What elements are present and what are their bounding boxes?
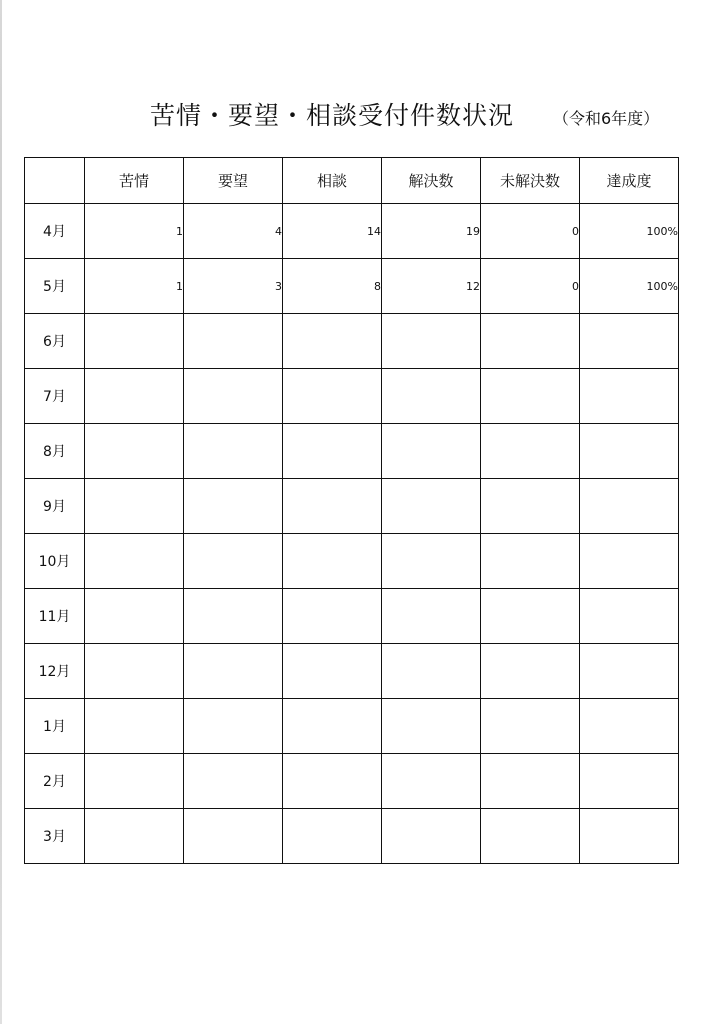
month-cell: 9月	[25, 479, 85, 534]
consultations-cell: 14	[283, 204, 382, 259]
complaints-cell: 1	[85, 204, 184, 259]
complaints-cell	[85, 644, 184, 699]
consultations-cell	[283, 809, 382, 864]
table-row	[25, 204, 679, 259]
header-requests: 要望	[184, 158, 283, 204]
resolved-cell: 12	[382, 259, 481, 314]
resolved-cell	[382, 424, 481, 479]
month-cell: 1月	[25, 699, 85, 754]
achievement-cell	[580, 699, 679, 754]
achievement-cell	[580, 589, 679, 644]
complaints-cell	[85, 699, 184, 754]
achievement-cell	[580, 314, 679, 369]
fiscal-year-label: （令和6年度）	[553, 109, 660, 128]
unresolved-cell	[481, 314, 580, 369]
table-row	[25, 259, 679, 314]
unresolved-cell	[481, 754, 580, 809]
resolved-cell	[382, 589, 481, 644]
table-row	[25, 754, 679, 809]
unresolved-cell	[481, 589, 580, 644]
complaints-cell	[85, 809, 184, 864]
resolved-cell	[382, 699, 481, 754]
consultations-cell	[283, 314, 382, 369]
achievement-cell: 100%	[580, 259, 679, 314]
achievement-cell: 100%	[580, 204, 679, 259]
header-achievement: 達成度	[580, 158, 679, 204]
consultations-cell	[283, 699, 382, 754]
table-row	[25, 479, 679, 534]
consultations-cell	[283, 534, 382, 589]
month-cell: 10月	[25, 534, 85, 589]
unresolved-cell	[481, 369, 580, 424]
complaints-cell	[85, 369, 184, 424]
unresolved-cell	[481, 699, 580, 754]
resolved-cell	[382, 754, 481, 809]
achievement-cell	[580, 534, 679, 589]
requests-cell	[184, 644, 283, 699]
header-consultations: 相談	[283, 158, 382, 204]
table-row	[25, 644, 679, 699]
unresolved-cell: 0	[481, 259, 580, 314]
resolved-cell	[382, 369, 481, 424]
requests-cell: 3	[184, 259, 283, 314]
scan-edge	[0, 0, 2, 1024]
achievement-cell	[580, 754, 679, 809]
header-resolved: 解決数	[382, 158, 481, 204]
month-cell: 4月	[25, 204, 85, 259]
achievement-cell	[580, 424, 679, 479]
month-cell: 5月	[25, 259, 85, 314]
complaints-cell	[85, 424, 184, 479]
unresolved-cell	[481, 809, 580, 864]
consultations-cell: 8	[283, 259, 382, 314]
resolved-cell	[382, 809, 481, 864]
consultations-cell	[283, 479, 382, 534]
table-row	[25, 369, 679, 424]
resolved-cell	[382, 479, 481, 534]
header-month	[25, 158, 85, 204]
requests-cell: 4	[184, 204, 283, 259]
header-unresolved: 未解決数	[481, 158, 580, 204]
complaints-cell: 1	[85, 259, 184, 314]
table-header-row	[25, 158, 679, 204]
table-row	[25, 809, 679, 864]
achievement-cell	[580, 479, 679, 534]
complaints-cell	[85, 314, 184, 369]
requests-cell	[184, 314, 283, 369]
consultations-cell	[283, 644, 382, 699]
resolved-cell	[382, 644, 481, 699]
achievement-cell	[580, 644, 679, 699]
complaints-cell	[85, 589, 184, 644]
requests-cell	[184, 424, 283, 479]
resolved-cell	[382, 314, 481, 369]
complaints-cell	[85, 479, 184, 534]
month-cell: 3月	[25, 809, 85, 864]
requests-cell	[184, 699, 283, 754]
resolved-cell	[382, 534, 481, 589]
requests-cell	[184, 754, 283, 809]
complaints-cell	[85, 534, 184, 589]
requests-cell	[184, 369, 283, 424]
complaints-status-table	[24, 157, 679, 864]
consultations-cell	[283, 369, 382, 424]
complaints-cell	[85, 754, 184, 809]
consultations-cell	[283, 589, 382, 644]
month-cell: 2月	[25, 754, 85, 809]
unresolved-cell	[481, 479, 580, 534]
requests-cell	[184, 479, 283, 534]
month-cell: 6月	[25, 314, 85, 369]
month-cell: 11月	[25, 589, 85, 644]
table-row	[25, 424, 679, 479]
requests-cell	[184, 809, 283, 864]
unresolved-cell	[481, 644, 580, 699]
table-row	[25, 314, 679, 369]
header-complaints: 苦情	[85, 158, 184, 204]
requests-cell	[184, 534, 283, 589]
unresolved-cell: 0	[481, 204, 580, 259]
achievement-cell	[580, 369, 679, 424]
table-row	[25, 589, 679, 644]
achievement-cell	[580, 809, 679, 864]
unresolved-cell	[481, 534, 580, 589]
resolved-cell: 19	[382, 204, 481, 259]
month-cell: 12月	[25, 644, 85, 699]
consultations-cell	[283, 424, 382, 479]
page-title: 苦情・要望・相談受付件数状況	[150, 101, 515, 130]
unresolved-cell	[481, 424, 580, 479]
table-row	[25, 534, 679, 589]
consultations-cell	[283, 754, 382, 809]
requests-cell	[184, 589, 283, 644]
month-cell: 7月	[25, 369, 85, 424]
month-cell: 8月	[25, 424, 85, 479]
table-row	[25, 699, 679, 754]
